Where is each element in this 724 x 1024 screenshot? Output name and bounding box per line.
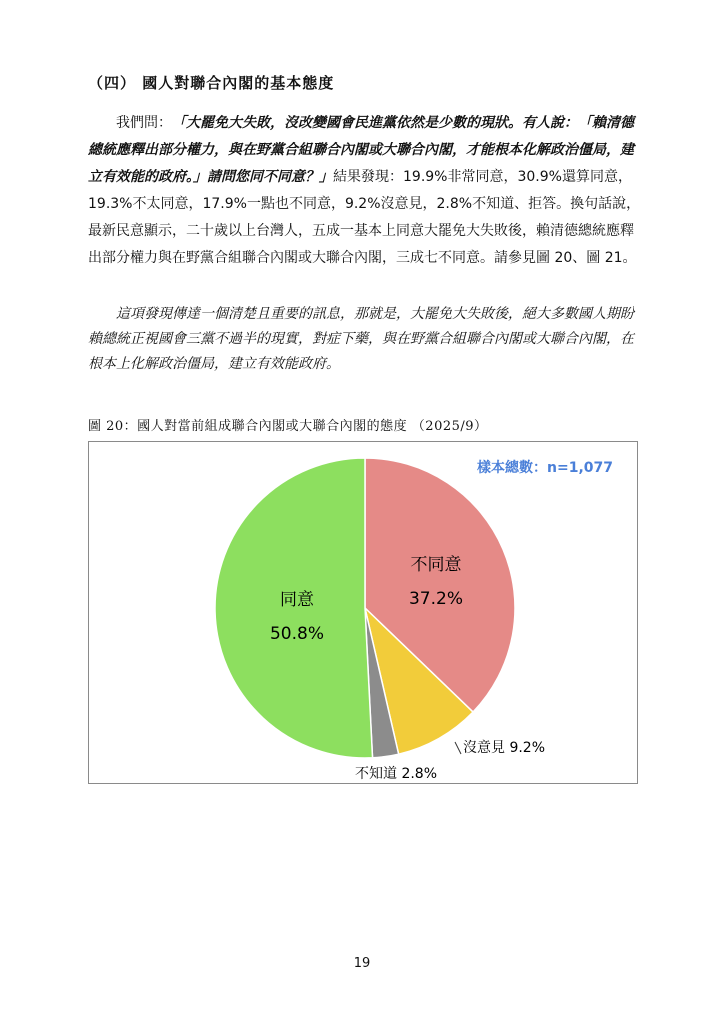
slice-label-disagree-name: 不同意 <box>410 555 462 575</box>
survey-question-quote: 「大罷免大失敗，沒改變國會民進黨依然是少數的現狀。有人說：「賴清德總統應釋出部分權力，與在野黨合組聯合內閣或大聯合內閣，才能根本化解政治僵局，建立有效能的政府。」請問您同不同意？」 <box>88 115 634 185</box>
slice-label-disagree-value: 37.2% <box>408 589 464 609</box>
paragraph-interpretation-text: 這項發現傳達一個清楚且重要的訊息，那就是，大罷免大失敗後，絕大多數國人期盼賴總統正視國會三黨不過半的現實，對症下藥，與在野黨合組聯合內閣或大聯合內閣，在根本上化解政治僵局，建立有效能政府。 <box>88 306 634 372</box>
slice-label-no-opinion: 沒意見 9.2% <box>463 740 546 756</box>
page-number: 19 <box>353 956 371 971</box>
paragraph-lead: 我們問： <box>116 115 172 131</box>
paragraph-findings: 結果發現：19.9%非常同意，30.9%還算同意，19.3%不太同意，17.9%一點也不同意，9.2%沒意見，2.8%不知道、拒答。換句話說，最新民意顯示，二十歲以上台灣人，五成一基本上同意大罷免大失敗後，賴清德總統應釋出部分權力與在野黨合組聯合內閣或大聯合內閣，三成七不同意。請參見圖 20、圖 21。 <box>88 169 641 266</box>
paragraph-interpretation <box>88 302 644 377</box>
slice-label-agree-value: 50.8% <box>269 624 325 644</box>
section-heading: （四） 國人對聯合內閣的基本態度 <box>88 74 335 92</box>
figure-caption: 圖 20：國人對當前組成聯合內閣或大聯合內閣的態度 （2025/9） <box>88 419 488 434</box>
leader-line-no-opinion <box>455 742 461 754</box>
paragraph-survey-result <box>88 110 644 272</box>
pie-chart <box>89 442 639 785</box>
pie-chart-frame <box>88 441 638 784</box>
slice-label-dont-know: 不知道 2.8% <box>355 766 438 782</box>
slice-label-agree-name: 同意 <box>280 590 314 610</box>
sample-size-label: 樣本總數：n=1,077 <box>477 460 613 476</box>
